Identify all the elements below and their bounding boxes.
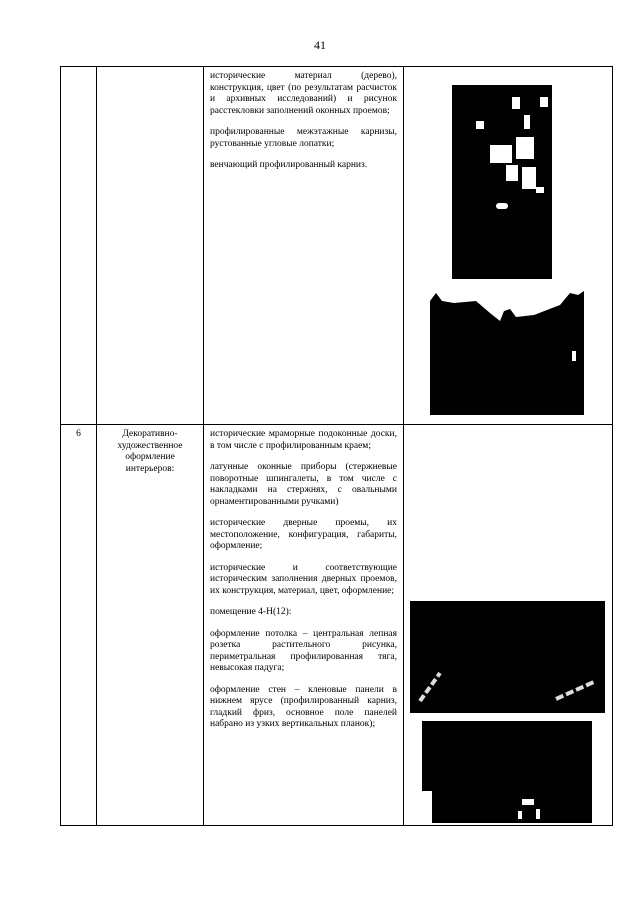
row-photos — [404, 67, 613, 425]
wall-panels-photo — [422, 721, 592, 823]
row-number: 6 — [61, 425, 97, 826]
description-item: латунные оконные приборы (стержневые поворотные шпингалеты, в том числе с накладками на стержнях, с овальными орнаментированными ручками) — [210, 462, 397, 507]
description-item: венчающий профилированный карниз. — [210, 160, 368, 170]
description-item: исторические и соответствующие историческим заполнения дверных проемов, их конструкция, материал, цвет, оформление; — [210, 562, 397, 596]
row-description — [204, 425, 404, 826]
protected-elements-table — [60, 66, 613, 826]
row-section: Декоративно-художественное оформление интерьеров: — [97, 425, 204, 826]
cornice-photo — [430, 287, 584, 415]
row-photos — [404, 425, 613, 826]
row-section — [97, 67, 204, 425]
description-item: исторические дверные проемы, их местоположение, конфигурация, габариты, оформление; — [210, 518, 397, 551]
description-item: профилированные межэтажные карнизы, рустованные угловые лопатки; — [210, 127, 397, 149]
row-number — [61, 67, 97, 425]
row-description — [204, 67, 404, 425]
description-item: оформление потолка – центральная лепная розетка растительного рисунка, периметральная профилированная тяга, невысокая падуга; — [210, 628, 397, 673]
description-item: оформление стен – кленовые панели в нижнем ярусе (профилированный карниз, гладкий фриз, основное поле панелей набрано из узких вертикальных планок); — [210, 684, 397, 729]
description-item: помещение 4-Н(12): — [210, 607, 292, 617]
page-number: 41 — [314, 38, 326, 52]
facade-photo — [452, 77, 556, 279]
description-item: исторические мраморные подоконные доски, в том числе с профилированным краем; — [210, 429, 397, 451]
description-item: исторические материал (дерево), конструкция, цвет (по результатам расчисток и архивных исследований) и рисунок расстекловки заполнений оконных проемов; — [210, 71, 397, 116]
table-row — [61, 425, 613, 826]
ceiling-photo — [410, 601, 605, 713]
table-row — [61, 67, 613, 425]
